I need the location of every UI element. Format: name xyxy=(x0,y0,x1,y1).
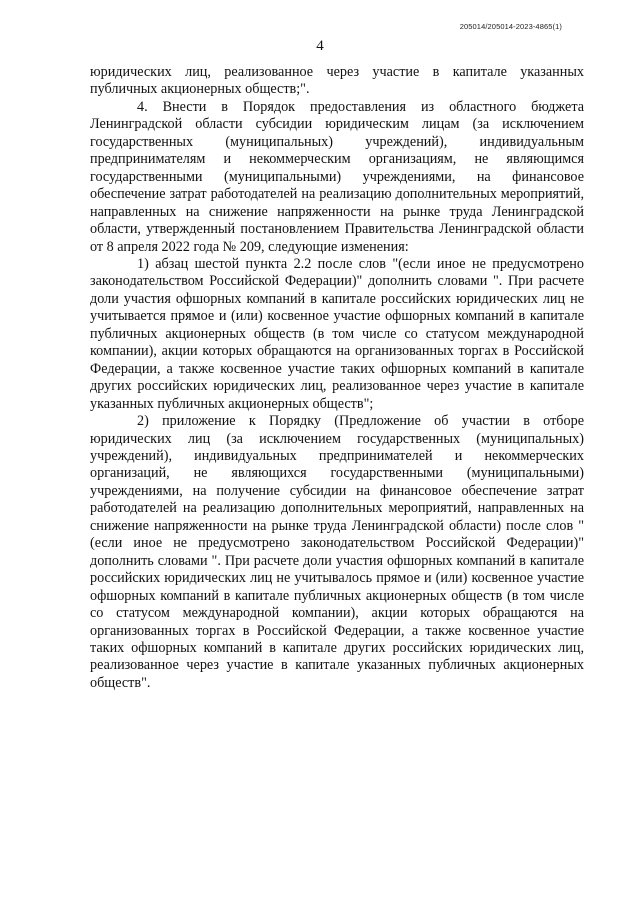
document-id: 205014/205014-2023-4865(1) xyxy=(459,22,562,31)
paragraph-item-4: 4. Внести в Порядок предоставления из областного бюджета Ленинградской области субсидии юридическим лицам (за исключением государственных (муниципальных) учреждений), индивидуальным предпринимателям и некоммерческим организациям, не являющимся государственными (муниципальными) учреждениями, на финансовое обеспечение затрат работодателей на реализацию дополнительных мероприятий, направленных на снижение напряженности на рынке труда Ленинградской области, утвержденный постановлением Правительства Ленинградской области от 8 апреля 2022 года № 209, следующие изменения: xyxy=(90,98,584,255)
paragraph-subitem-1: 1) абзац шестой пункта 2.2 после слов "(если иное не предусмотрено законодательством Российской Федерации)" дополнить словами ". При расчете доли участия офшорных компаний в капитале российских юридических лиц не учитывается прямое и (или) косвенное участие офшорных компаний в капитале публичных акционерных обществ (в том числе со статусом международной компании), акции которых обращаются на организованных торгах в Российской Федерации, а также косвенное участие таких офшорных компаний в капитале других российских юридических лиц, реализованное через участие в капитале указанных публичных акционерных обществ"; xyxy=(90,255,584,412)
paragraph-continuation: юридических лиц, реализованное через участие в капитале указанных публичных акционерных обществ;". xyxy=(90,64,584,98)
paragraph-subitem-2: 2) приложение к Порядку (Предложение об участии в отборе юридических лиц (за исключением государственных (муниципальных) учреждений), индивидуальных предпринимателей и некоммерческих организаций, не являющихся государственными (муниципальными) учреждениями, на получение субсидии на финансовое обеспечение затрат работодателей на реализацию дополнительных мероприятий, направленных на снижение напряженности на рынке труда Ленинградской области) после слов "(если иное не предусмотрено законодательством Российской Федерации)" дополнить словами ". При расчете доли участия офшорных компаний в капитале российских юридических лиц не учитывалось прямое и (или) косвенное участие офшорных компаний в капитале публичных акционерных обществ (в том числе со статусом международной компании), акции которых обращаются на организованных торгах в Российской Федерации, а также косвенное участие таких офшорных компаний в капитале других российских юридических лиц, реализованное через участие в капитале указанных публичных акционерных обществ". xyxy=(90,413,584,691)
document-body xyxy=(90,64,584,692)
page-number: 4 xyxy=(316,38,324,54)
